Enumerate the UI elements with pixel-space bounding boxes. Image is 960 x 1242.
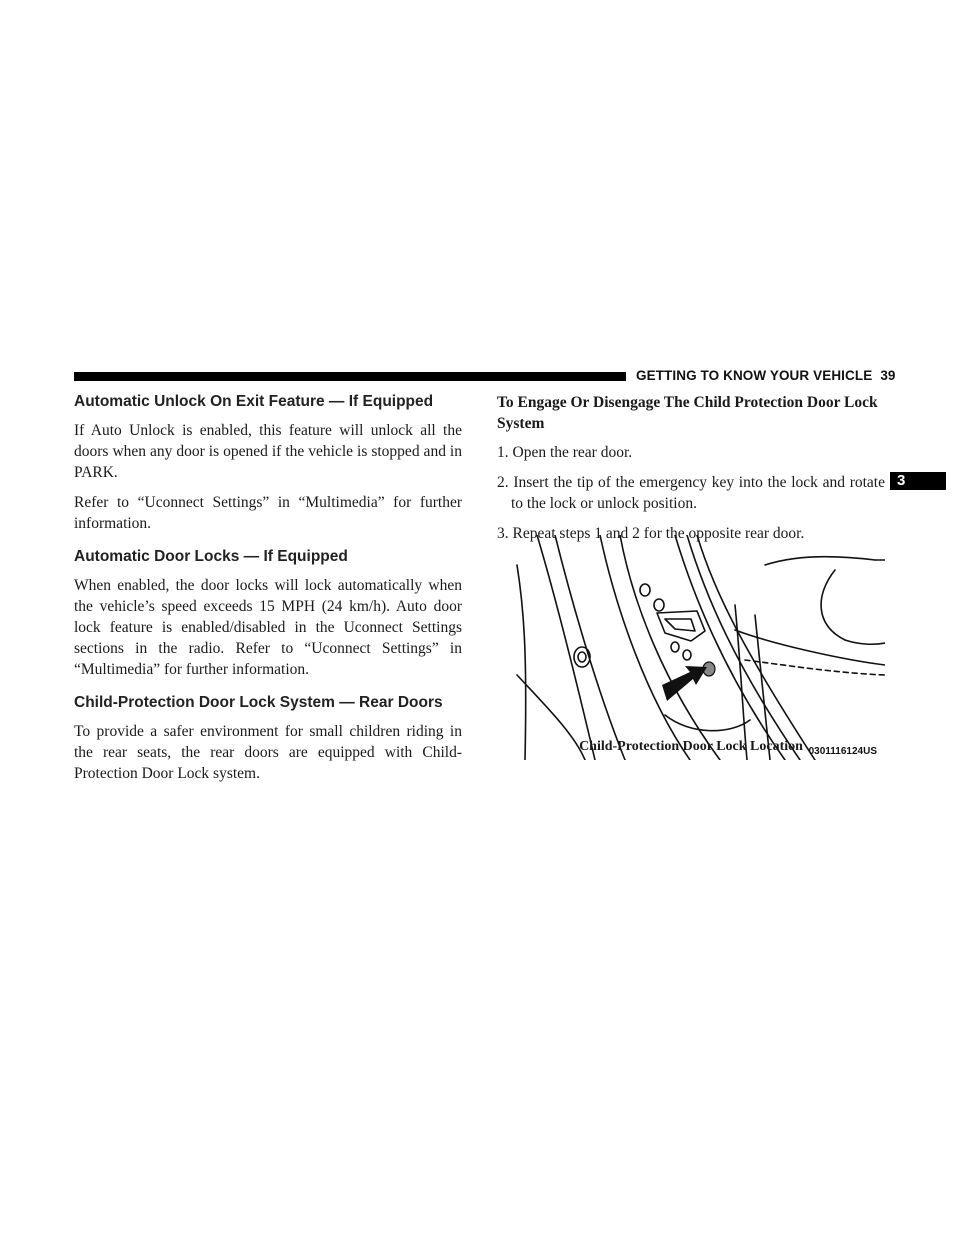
header-title: GETTING TO KNOW YOUR VEHICLE	[636, 368, 873, 383]
subsection-heading: To Engage Or Disengage The Child Protection Door Lock System	[497, 394, 878, 432]
step-item: 2. Insert the tip of the emergency key into the lock and rotate to the lock or unlock position.	[497, 474, 885, 512]
door-lock-illustration	[515, 535, 885, 760]
section-heading-child-protection: Child-Protection Door Lock System — Rear Doors	[74, 694, 443, 711]
right-column	[497, 392, 885, 553]
figure-caption: Child-Protection Door Lock Location	[579, 739, 803, 754]
paragraph: To provide a safer environment for small children riding in the rear seats, the rear doors are equipped with Child-Protection Door Lock system.	[74, 723, 462, 782]
header-rule	[74, 372, 626, 381]
paragraph: If Auto Unlock is enabled, this feature will unlock all the doors when any door is opened if the vehicle is stopped and in PARK.	[74, 422, 462, 481]
section-heading-auto-unlock: Automatic Unlock On Exit Feature — If Equipped	[74, 393, 434, 410]
page-number: 39	[880, 368, 896, 383]
chapter-tab: 3	[890, 472, 946, 490]
door-illustration-svg	[515, 535, 885, 760]
paragraph: Refer to “Uconnect Settings” in “Multimedia” for further information.	[74, 494, 462, 532]
running-header	[636, 368, 896, 383]
step-item: 3. Repeat steps 1 and 2 for the opposite rear door.	[497, 525, 805, 542]
figure-code: 0301116124US	[808, 746, 877, 757]
step-item: 1. Open the rear door.	[497, 444, 633, 461]
left-column	[74, 392, 462, 793]
section-heading-auto-door-locks: Automatic Door Locks — If Equipped	[74, 548, 348, 565]
paragraph: When enabled, the door locks will lock automatically when the vehicle’s speed exceeds 15 MPH (24 km/h). Auto door lock feature is enabled/disabled in the Uconnect Settings sections in the radio. Refer to “Uconnect Settings” in “Multimedia” for further information.	[74, 577, 462, 678]
